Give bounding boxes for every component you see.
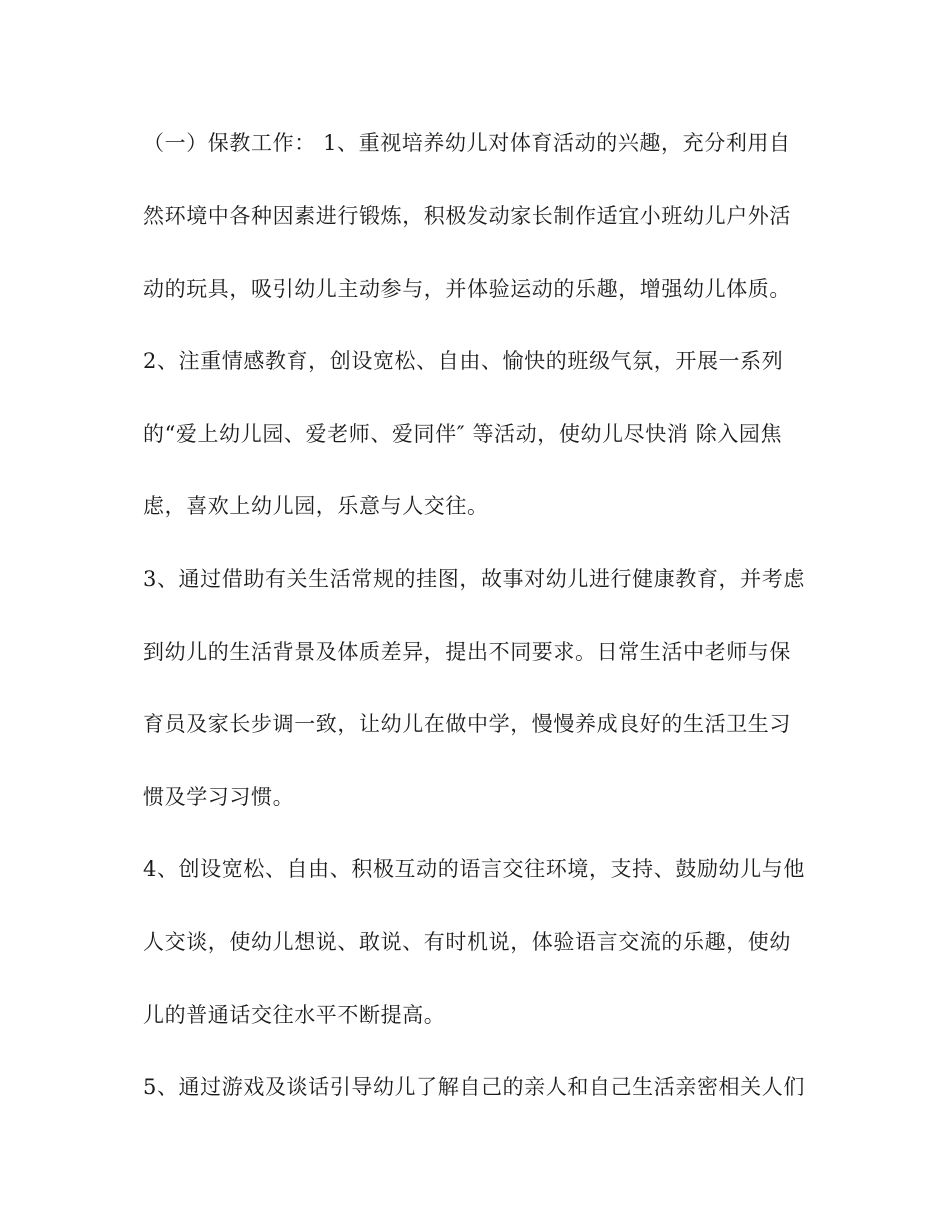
text-line: 5、通过游戏及谈话引导幼儿了解自己的亲人和自己生活亲密相关人们 — [143, 1075, 805, 1099]
text-line: 育员及家长步调一致，让幼儿在做中学，慢慢养成良好的生活卫生习 — [143, 712, 791, 736]
text-line: 到幼儿的生活背景及体质差异，提出不同要求。日常生活中老师与保 — [143, 640, 791, 664]
text-line: 3、通过借助有关生活常规的挂图，故事对幼儿进行健康教育，并考虑 — [143, 567, 805, 591]
text-line: 然环境中各种因素进行锻炼，积极发动家长制作适宜小班幼儿户外活 — [143, 204, 791, 228]
text-line: 4、创设宽松、自由、积极互动的语言交往环境，支持、鼓励幼儿与他 — [143, 857, 805, 881]
text-line: 惯及学习习惯。 — [143, 785, 295, 809]
text-line: 虑，喜欢上幼儿园，乐意与人交往。 — [143, 494, 489, 518]
text-line: 2、注重情感教育，创设宽松、自由、愉快的班级气氛，开展一系列 — [143, 349, 784, 373]
text-line: 动的玩具，吸引幼儿主动参与，并体验运动的乐趣，增强幼儿体质。 — [143, 277, 791, 301]
text-line: 人交谈，使幼儿想说、敢说、有时机说，体验语言交流的乐趣，使幼 — [143, 930, 791, 954]
text-line: 的“爱上幼儿园、爱老师、爱同伴″ 等活动，使幼儿尽快消 除入园焦 — [143, 422, 783, 446]
text-line: （一）保教工作： 1、重视培养幼儿对体育活动的兴趣，充分利用自 — [143, 131, 791, 155]
text-line: 儿的普通话交往水平不断提高。 — [143, 1003, 446, 1027]
